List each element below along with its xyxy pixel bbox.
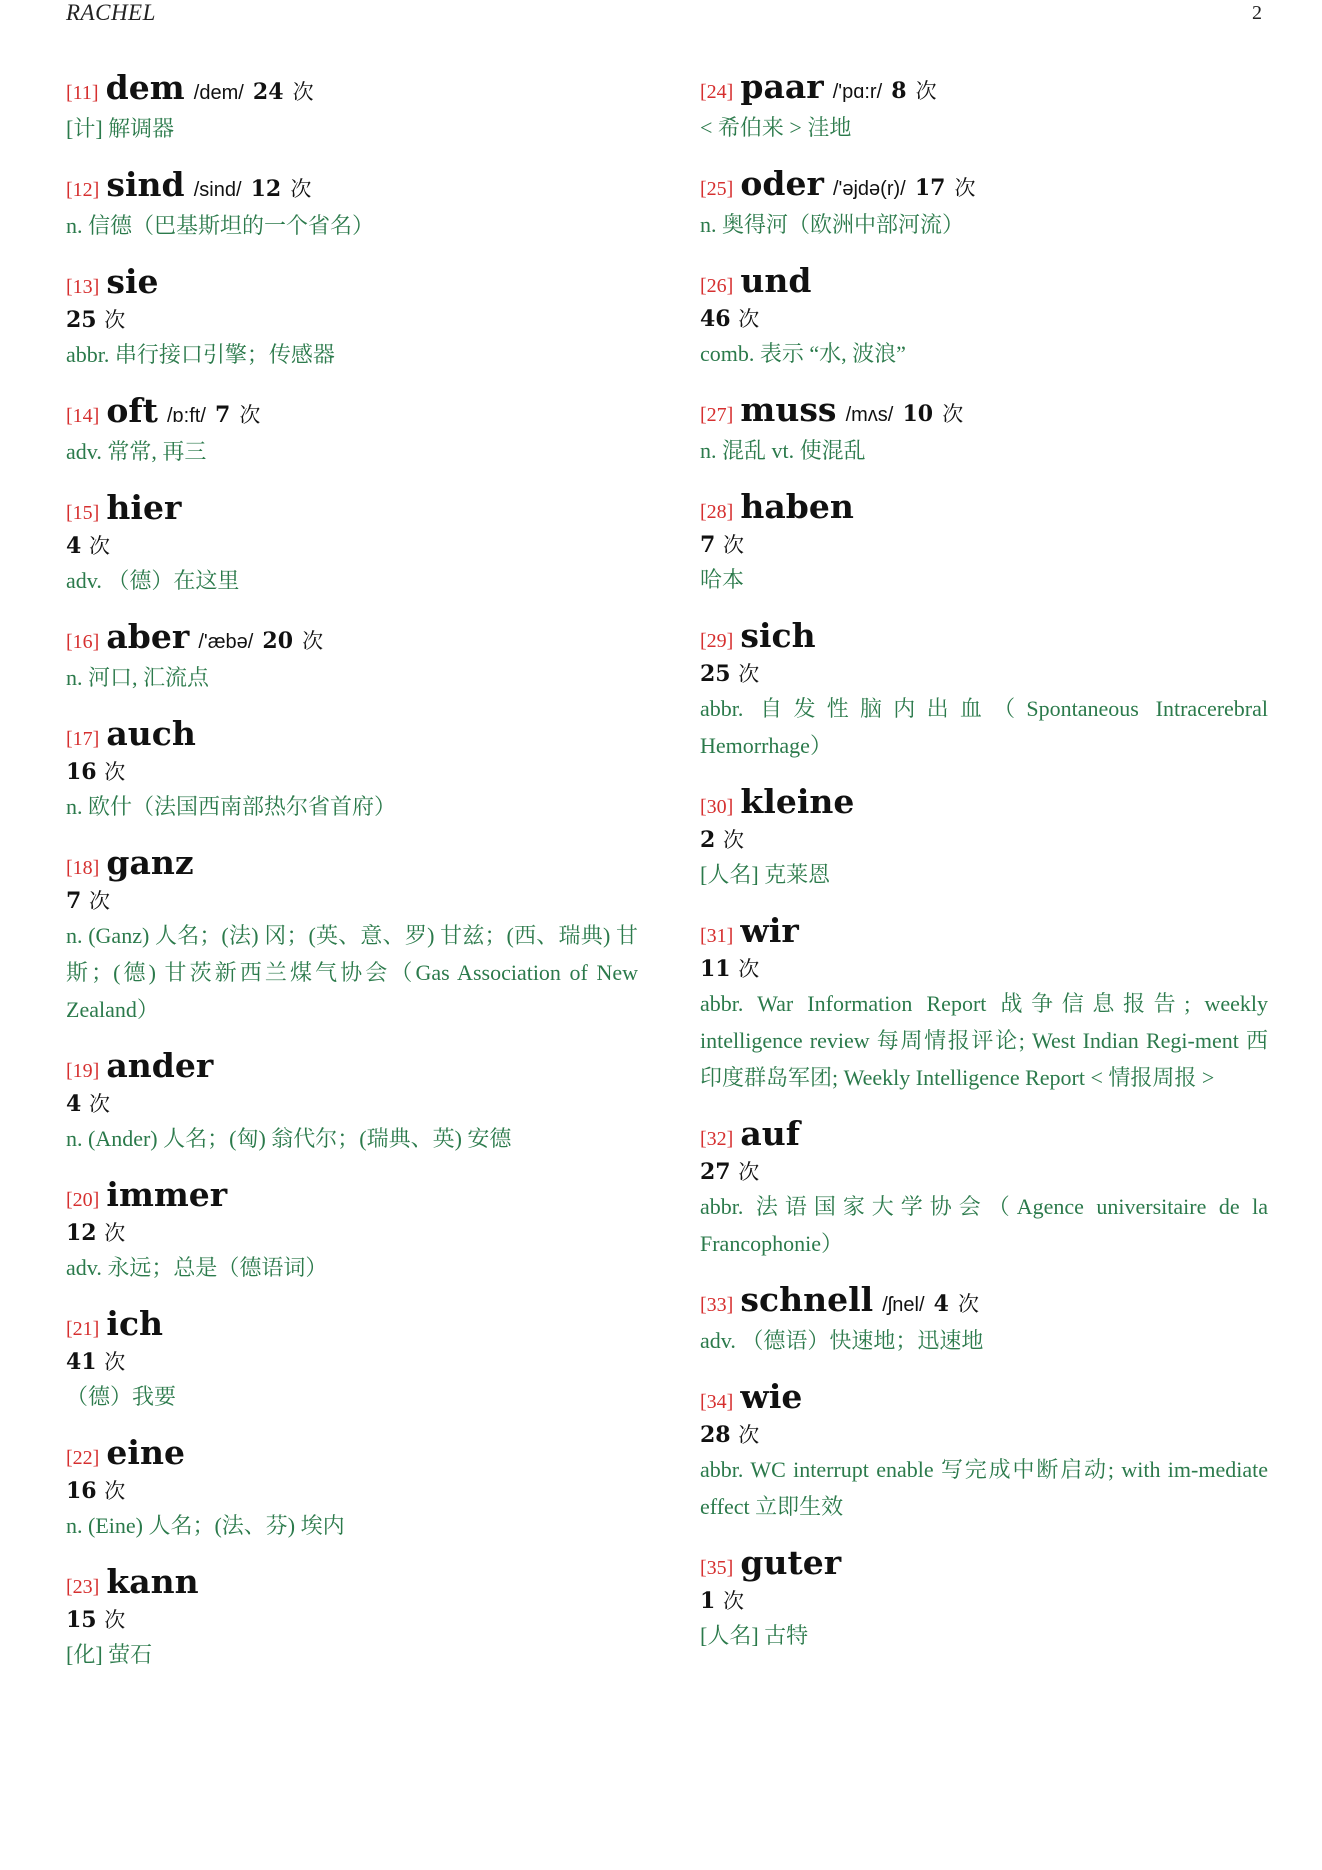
entry-count-unit: 次 bbox=[958, 1292, 979, 1316]
entry-definition: n. (Ganz) 人名；(法) 冈；(英、意、罗) 甘兹；(西、瑞典) 甘斯；(德) 甘茨新西兰煤气协会（Gas Association of New Zealand） bbox=[66, 923, 638, 1022]
entry-definition: abbr. 自发性脑内出血（Spontaneous Intracerebral Hemorrhage） bbox=[700, 696, 1268, 758]
entry-index: [20] bbox=[66, 1189, 100, 1211]
entry-word: kann bbox=[106, 1562, 199, 1601]
vocab-entry-eine bbox=[66, 1431, 638, 1544]
entry-count-unit: 次 bbox=[88, 889, 110, 913]
entry-pronunciation: /'æbə/ bbox=[198, 631, 254, 653]
entry-count-unit: 次 bbox=[104, 1221, 126, 1245]
entry-count-unit: 次 bbox=[915, 79, 937, 103]
entry-count: 16 bbox=[66, 759, 97, 785]
entry-count-unit: 次 bbox=[302, 629, 324, 653]
entry-count-unit: 次 bbox=[104, 1608, 126, 1632]
vocab-entry-und bbox=[700, 259, 1268, 372]
vocab-entry-wir bbox=[700, 909, 1268, 1096]
entry-count: 8 bbox=[891, 78, 907, 104]
vocab-entry-kann bbox=[66, 1560, 638, 1673]
entry-word: auch bbox=[106, 714, 196, 753]
entry-word: dem bbox=[105, 68, 185, 107]
vocab-entry-dem bbox=[66, 66, 638, 147]
entry-word: eine bbox=[106, 1433, 185, 1472]
vocab-entry-ander bbox=[66, 1044, 638, 1157]
entry-word: und bbox=[740, 261, 812, 300]
vocab-entry-sie bbox=[66, 260, 638, 373]
entry-definition: [计] 解调器 bbox=[66, 116, 175, 141]
entry-definition: [化] 萤石 bbox=[66, 1642, 153, 1667]
entry-index: [11] bbox=[66, 82, 99, 104]
entry-count-unit: 次 bbox=[104, 1350, 126, 1374]
entry-count: 4 bbox=[933, 1291, 949, 1317]
entry-word: ganz bbox=[106, 843, 194, 882]
entry-count: 20 bbox=[262, 628, 294, 654]
entry-index: [14] bbox=[66, 405, 100, 427]
entry-count-unit: 次 bbox=[738, 1423, 760, 1447]
vocab-entry-sich bbox=[700, 614, 1268, 764]
entry-definition: adv. （德语）快速地；迅速地 bbox=[700, 1328, 984, 1353]
entry-definition: n. 混乱 vt. 使混乱 bbox=[700, 438, 866, 463]
entry-pronunciation: /ɒ:ft/ bbox=[166, 405, 206, 427]
entry-index: [26] bbox=[700, 275, 734, 297]
entry-definition: comb. 表示 “水, 波浪” bbox=[700, 341, 906, 366]
entry-index: [33] bbox=[700, 1294, 734, 1316]
entry-index: [24] bbox=[700, 81, 734, 103]
entry-count: 28 bbox=[700, 1422, 731, 1448]
entry-word: ich bbox=[106, 1304, 164, 1343]
vocab-entry-wie bbox=[700, 1375, 1268, 1525]
entry-count: 41 bbox=[66, 1349, 97, 1375]
entry-count-unit: 次 bbox=[722, 1589, 744, 1613]
entry-count: 10 bbox=[902, 401, 934, 427]
vocab-entry-guter bbox=[700, 1541, 1268, 1654]
entry-index: [25] bbox=[700, 178, 734, 200]
entry-definition: abbr. War Information Report 战争信息报告; weekly intelligence review 每周情报评论; West Indian Regi-ment 西印度群岛军团; Weekly Intelligence Report < 情报周报 > bbox=[700, 991, 1268, 1090]
entry-word: auf bbox=[740, 1114, 800, 1153]
entry-count: 46 bbox=[700, 306, 731, 332]
entry-index: [28] bbox=[700, 501, 734, 523]
entry-pronunciation: /sind/ bbox=[193, 179, 242, 201]
entry-index: [15] bbox=[66, 502, 100, 524]
entry-index: [18] bbox=[66, 857, 100, 879]
vocab-entry-kleine bbox=[700, 780, 1268, 893]
entry-count: 25 bbox=[700, 661, 731, 687]
entry-word: hier bbox=[106, 488, 182, 527]
entry-pronunciation: /mʌs/ bbox=[845, 404, 894, 426]
entry-definition: < 希伯来 > 洼地 bbox=[700, 115, 852, 140]
entry-count-unit: 次 bbox=[88, 534, 110, 558]
vocab-entry-oder bbox=[700, 162, 1268, 243]
entry-count-unit: 次 bbox=[954, 176, 976, 200]
entry-count: 25 bbox=[66, 307, 97, 333]
entry-index: [34] bbox=[700, 1391, 734, 1413]
vocab-entry-haben bbox=[700, 485, 1268, 598]
vocab-entry-auf bbox=[700, 1112, 1268, 1262]
entry-count-unit: 次 bbox=[290, 177, 312, 201]
entry-count-unit: 次 bbox=[104, 1479, 126, 1503]
entry-count: 7 bbox=[700, 532, 716, 558]
vocab-entry-hier bbox=[66, 486, 638, 599]
entry-count: 4 bbox=[66, 533, 82, 559]
entry-count-unit: 次 bbox=[239, 403, 261, 427]
entry-count: 11 bbox=[700, 956, 731, 982]
vocab-entry-aber bbox=[66, 615, 638, 696]
entry-count-unit: 次 bbox=[942, 402, 964, 426]
entry-word: haben bbox=[740, 487, 854, 526]
entry-index: [29] bbox=[700, 630, 734, 652]
entry-definition: [人名] 古特 bbox=[700, 1623, 809, 1648]
entry-word: aber bbox=[106, 617, 190, 656]
vocab-entry-immer bbox=[66, 1173, 638, 1286]
entry-count: 16 bbox=[66, 1478, 97, 1504]
entry-definition: abbr. WC interrupt enable 写完成中断启动; with im-mediate effect 立即生效 bbox=[700, 1457, 1268, 1519]
entry-count-unit: 次 bbox=[738, 307, 760, 331]
entry-definition: n. (Eine) 人名；(法、芬) 埃内 bbox=[66, 1513, 345, 1538]
entry-definition: （德）我要 bbox=[66, 1384, 177, 1409]
entry-index: [32] bbox=[700, 1128, 734, 1150]
entry-definition: n. (Ander) 人名；(匈) 翁代尔；(瑞典、英) 安德 bbox=[66, 1126, 512, 1151]
entry-count-unit: 次 bbox=[722, 533, 744, 557]
entry-count: 1 bbox=[700, 1588, 716, 1614]
entry-count-unit: 次 bbox=[104, 308, 126, 332]
vocab-entry-ganz bbox=[66, 841, 638, 1028]
entry-index: [21] bbox=[66, 1318, 100, 1340]
entry-count: 27 bbox=[700, 1159, 731, 1185]
entry-word: kleine bbox=[740, 782, 855, 821]
entry-definition: n. 欧什（法国西南部热尔省首府） bbox=[66, 794, 397, 819]
entry-count-unit: 次 bbox=[738, 662, 760, 686]
entry-index: [30] bbox=[700, 796, 734, 818]
entry-count-unit: 次 bbox=[104, 760, 126, 784]
running-header-title: RACHEL bbox=[66, 0, 156, 25]
left-column bbox=[66, 66, 638, 1673]
entry-index: [35] bbox=[700, 1557, 734, 1579]
vocab-entry-ich bbox=[66, 1302, 638, 1415]
entry-count: 15 bbox=[66, 1607, 97, 1633]
entry-count: 24 bbox=[252, 79, 284, 105]
vocab-entry-schnell bbox=[700, 1278, 1268, 1359]
entry-count: 7 bbox=[214, 402, 231, 428]
entry-pronunciation: /'pɑ:r/ bbox=[832, 81, 883, 103]
entry-word: sich bbox=[740, 616, 816, 655]
entry-pronunciation: /dem/ bbox=[193, 82, 244, 104]
entry-definition: n. 河口, 汇流点 bbox=[66, 665, 210, 690]
entry-definition: n. 信德（巴基斯坦的一个省名） bbox=[66, 213, 375, 238]
entry-definition: n. 奥得河（欧洲中部河流） bbox=[700, 212, 965, 237]
entry-word: paar bbox=[740, 67, 824, 106]
entry-count: 17 bbox=[914, 175, 946, 201]
entry-word: oft bbox=[106, 391, 158, 430]
entry-pronunciation: /'əjdə(r)/ bbox=[832, 178, 906, 200]
entry-word: wir bbox=[740, 911, 799, 950]
entry-definition: adv. （德）在这里 bbox=[66, 568, 240, 593]
vocab-entry-oft bbox=[66, 389, 638, 470]
entry-index: [19] bbox=[66, 1060, 100, 1082]
entry-definition: abbr. 串行接口引擎；传感器 bbox=[66, 342, 335, 367]
entry-word: sind bbox=[106, 165, 185, 204]
entry-definition: [人名] 克莱恩 bbox=[700, 862, 831, 887]
entry-word: muss bbox=[740, 390, 837, 429]
entry-count-unit: 次 bbox=[722, 828, 744, 852]
vocab-entry-auch bbox=[66, 712, 638, 825]
vocab-entry-muss bbox=[700, 388, 1268, 469]
entry-pronunciation: /ʃnel/ bbox=[882, 1294, 925, 1316]
entry-index: [17] bbox=[66, 728, 100, 750]
entry-count-unit: 次 bbox=[88, 1092, 110, 1116]
entry-word: wie bbox=[740, 1377, 803, 1416]
entry-count-unit: 次 bbox=[738, 957, 760, 981]
page-number: 2 bbox=[1252, 2, 1262, 24]
entry-word: schnell bbox=[740, 1280, 874, 1319]
entry-count-unit: 次 bbox=[292, 80, 314, 104]
entry-count: 7 bbox=[66, 888, 82, 914]
entry-index: [12] bbox=[66, 179, 100, 201]
entry-definition: adv. 永远；总是（德语词） bbox=[66, 1255, 328, 1280]
entry-definition: adv. 常常, 再三 bbox=[66, 439, 207, 464]
entry-index: [31] bbox=[700, 925, 734, 947]
entry-definition: abbr. 法语国家大学协会（Agence universitaire de la Francophonie） bbox=[700, 1194, 1268, 1256]
entry-word: immer bbox=[106, 1175, 228, 1214]
entry-count: 2 bbox=[700, 827, 716, 853]
entry-word: oder bbox=[740, 164, 824, 203]
entry-index: [22] bbox=[66, 1447, 100, 1469]
entry-count: 12 bbox=[66, 1220, 97, 1246]
entry-count: 12 bbox=[250, 176, 282, 202]
right-column bbox=[700, 65, 1268, 1654]
entry-count-unit: 次 bbox=[738, 1160, 760, 1184]
entry-index: [27] bbox=[700, 404, 734, 426]
entry-word: ander bbox=[106, 1046, 214, 1085]
entry-index: [16] bbox=[66, 631, 100, 653]
entry-definition: 哈本 bbox=[700, 567, 745, 592]
vocab-entry-paar bbox=[700, 65, 1268, 146]
entry-word: sie bbox=[106, 262, 159, 301]
entry-index: [13] bbox=[66, 276, 100, 298]
vocab-entry-sind bbox=[66, 163, 638, 244]
entry-index: [23] bbox=[66, 1576, 100, 1598]
entry-word: guter bbox=[740, 1543, 842, 1582]
entry-count: 4 bbox=[66, 1091, 82, 1117]
